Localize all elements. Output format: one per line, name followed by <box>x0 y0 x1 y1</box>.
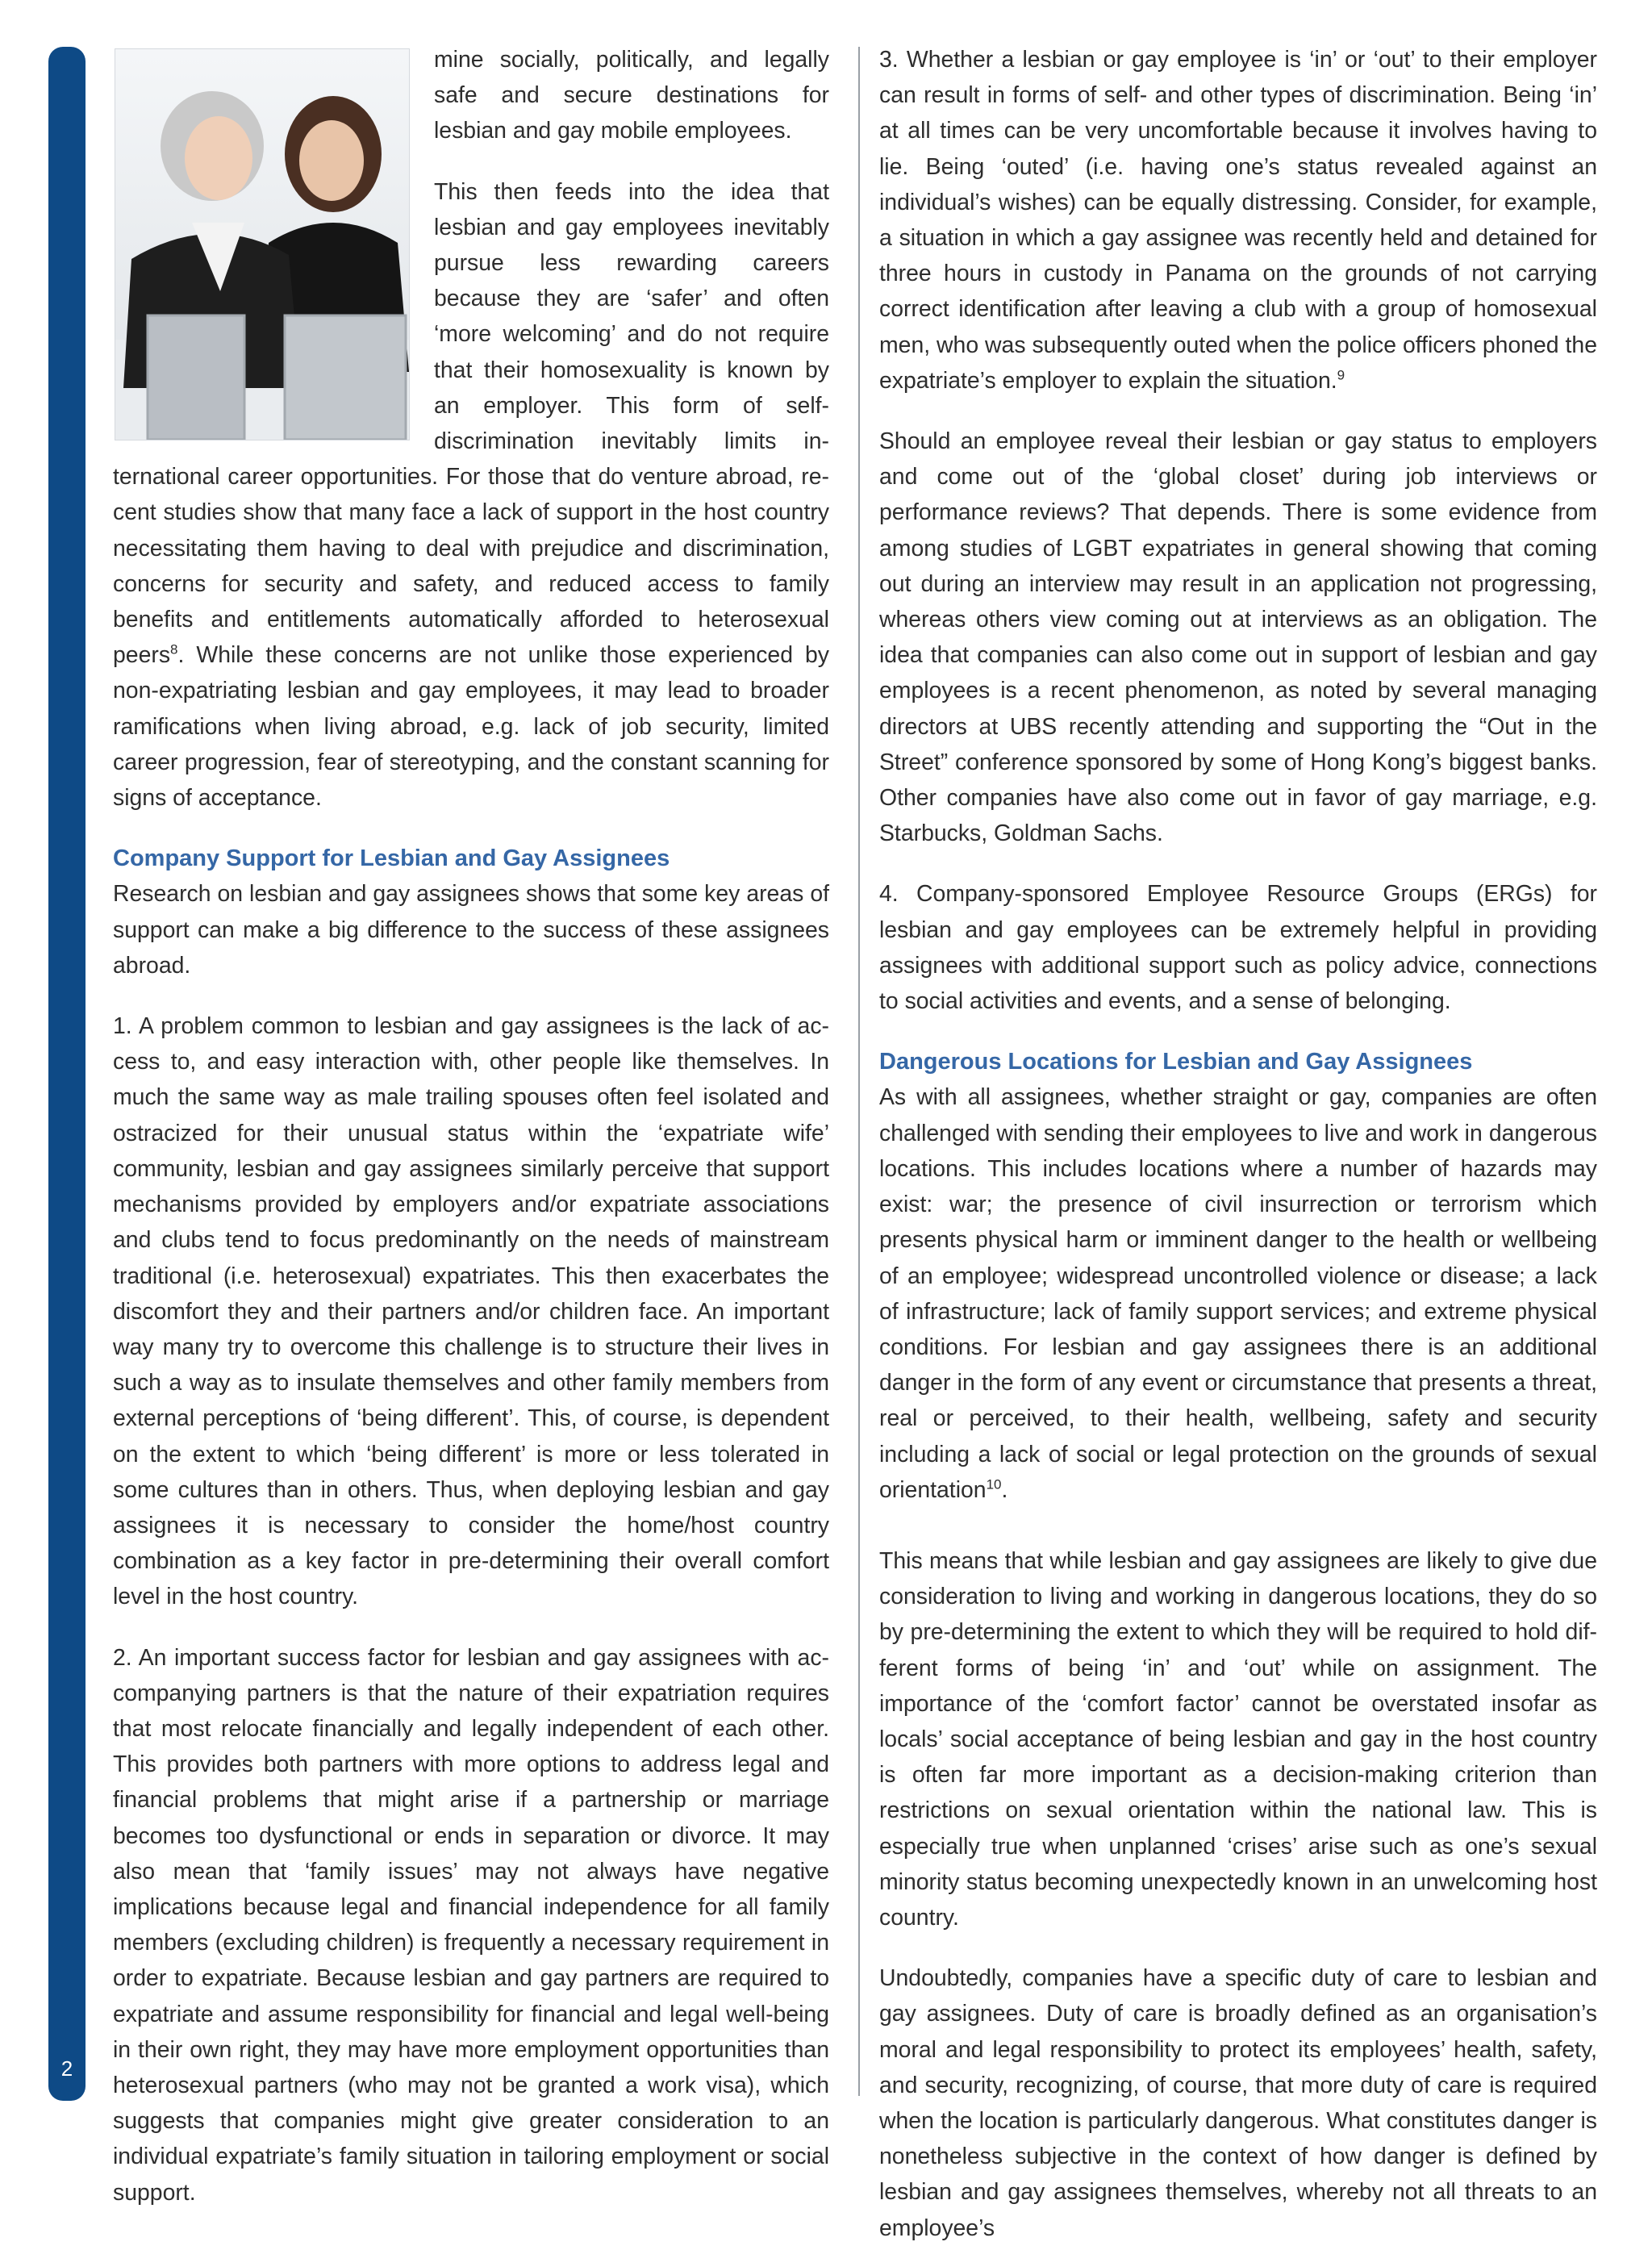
left-paragraph-5: 2. An important success factor for lesbian and gay assignees with accompanying partners is that the nature of their expatriation requires that most relocate financially and legally independent of each other. This provides both partners with more options to address legal and financial problems that might arise if a partnership or marriage becomes too dysfunctional or ends in separation or divorce. It may also mean that ‘family issues’ may not always have negative implications because legal and financial independence for all family members (excluding children) is frequently a necessary requirement in order to expatriate. Because lesbian and gay partners are required to expatriate and assume responsibility for financial and legal well-being in their own right, they may have more employment opportunities than heterosexual partners (who may not be granted a work visa), which suggests that companies might give greater consideration to an individual expatriate’s family situation in tailoring employment or social support. <box>113 1644 829 2206</box>
left-paragraph-4: 1. A problem common to lesbian and gay assignees is the lack of access to, and easy interaction with, other people like themselves. In much the same way as male trailing spouses often feel isolated and ostracized for their unusual status within the ‘expatriate wife’ community, lesbian and gay assignees similarly perceive that support mechanisms provided by employers and/or expatriate associations and clubs tend to focus predominantly on the needs of mainstream traditional (i.e. heterosexual) expatriates. This then exacerbates the discomfort they and their partners and/or children face. An important way many try to overcome this challenge is to structure their lives in such a way as to insulate themselves and other family members from external perceptions of ‘being different’. This, of course, is dependent on the extent to which ‘being different’ is more or less tolerated in some cultures than in others. Thus, when deploying lesbian and gay assignees it is necessary to consider the home/host country combination as a key factor in pre-determining their overall comfort level in the host country. <box>113 1013 829 1610</box>
left-paragraph-2-end: . While these concerns are not unlike those experienced by non-expatriating lesbian and gay employees, it may lead to broader ramifications when living abroad, e.g. lack of job security, limited career progression, fear of stereotyping, and the constant scanning for signs of acceptance. <box>113 642 829 812</box>
section-heading-dangerous-locations: Dangerous Locations for Lesbian and Gay Assignees <box>879 1049 1473 1075</box>
right-paragraph-1 <box>879 42 1597 399</box>
left-column <box>113 42 829 2211</box>
footnote-ref-8: 8 <box>170 641 178 658</box>
footnote-ref-9: 9 <box>1337 367 1345 383</box>
column-divider <box>858 47 860 2096</box>
right-column <box>879 42 1597 2246</box>
left-paragraph-3: Research on lesbian and gay assignees shows that some key areas of support can make a big difference to the success of these assignees abroad. <box>113 881 829 979</box>
office-photo <box>115 48 410 440</box>
right-paragraph-1-text: 3. Whether a lesbian or gay employee is ‘in’ or ‘out’ to their employer can result in forms of self- and other types of discrimination. Being ‘in’ at all times can be very uncomfortable because it involves having to lie. Being ‘outed’ (i.e. having one’s status revealed against an individual’s wishes) can be equally distressing. Consider, for example, a situation in which a gay assignee was recently held and detained for three hours in custody in Panama on the grounds of not carrying correct identification after leaving a club with a group of homosexual men, who was subsequently outed when the police officers phoned the expatriate’s employer to explain the situation. <box>879 47 1597 394</box>
right-paragraph-5: This means that while lesbian and gay assignees are likely to give due consideration to living and working in dangerous locations, they do so by pre-determining the extent to which they will be required to hold different forms of being ‘in’ and ‘out’ while on assignment. The importance of the ‘comfort factor’ cannot be overstated insofar as locals’ social acceptance of being lesbian and gay in the host country is often far more important as a decision-making criterion than restrictions on sexual orientation within the national law. This is especially true when unplanned ‘crises’ arise such as one’s sexual minority status becoming unexpectedly known in an unwelcoming host country. <box>879 1547 1597 1931</box>
right-paragraph-4-text: As with all assignees, whether straight or gay, companies are often challenged with sending their employees to live and work in dangerous locations. This includes locations where a number of hazards may exist: war; the presence of civil insurrection or terrorism which presents physical harm or imminent danger to the health or wellbeing of an employee; widespread uncontrolled violence or disease; a lack of infrastructure; lack of family support services; and extreme physical conditions. For lesbian and gay assignees there is an additional danger in the form of any event or circumstance that presents a threat, real or perceived, to their health, wellbeing, safety and security including a lack of social or legal protection on the grounds of sexual orientation <box>879 1084 1597 1503</box>
left-paragraph-2-text: This then feeds into the idea that lesbian and gay employees inevitably pursue less rewarding careers because they are ‘safer’ and often ‘more welcoming’ and do not require that their homosexuality is known by an employer. This form of self-discrimination inevitably limits international career opportunities. For those that do venture abroad, recent studies show that many face a lack of support in the host country necessitating them having to deal with prejudice and discrimination, concerns for security and safety, and reduced access to family benefits and entitlements automatically afforded to heterosexual peers <box>113 178 829 669</box>
right-paragraph-4-end: . <box>1001 1476 1008 1503</box>
sidebar-bar <box>48 47 86 2101</box>
right-paragraph-6: Undoubtedly, companies have a specific duty of care to lesbian and gay assignees. Duty of care is broadly defined as an organisation’s moral and legal responsibility to protect its employees’ health, safety, and security, recognizing, of course, that more duty of care is required when the location is particularly dangerous. What constitutes danger is nonetheless subjective in the context of how danger is defined by lesbian and gay assignees themselves, whereby not all threats to an employee’s <box>879 1965 1597 2241</box>
right-paragraph-2: Should an employee reveal their lesbian or gay status to employers and come out of the ‘global closet’ during job interviews or performance reviews? That depends. There is some evidence from among studies of LGBT expatriates in general showing that coming out during an interview may result in an application not progressing, whereas others view coming out at interviews as an obligation. The idea that companies can also come out in support of lesbian and gay employees is a recent phenomenon, as noted by several managing directors at UBS recently attending and supporting the “Out in the Street” conference sponsored by some of Hong Kong’s biggest banks. Other companies have also come out in favor of gay marriage, e.g. Starbucks, Goldman Sachs. <box>879 428 1597 847</box>
two-women-at-computer-image <box>115 49 409 440</box>
right-paragraph-4 <box>879 1079 1597 1507</box>
section-heading-company-support: Company Support for Lesbian and Gay Assignees <box>113 845 670 872</box>
right-paragraph-3: 4. Company-sponsored Employee Resource Groups (ERGs) for lesbian and gay employees can be extremely helpful in providing assignees with additional support such as policy advice, connections to social activities and events, and a sense of belonging. <box>879 881 1597 1015</box>
footnote-ref-10: 10 <box>986 1476 1002 1492</box>
page-number: 2 <box>60 2056 73 2081</box>
left-paragraph-1: mine socially, politically, and legally safe and secure destinations for lesbian and gay mobile employees. <box>434 47 829 144</box>
